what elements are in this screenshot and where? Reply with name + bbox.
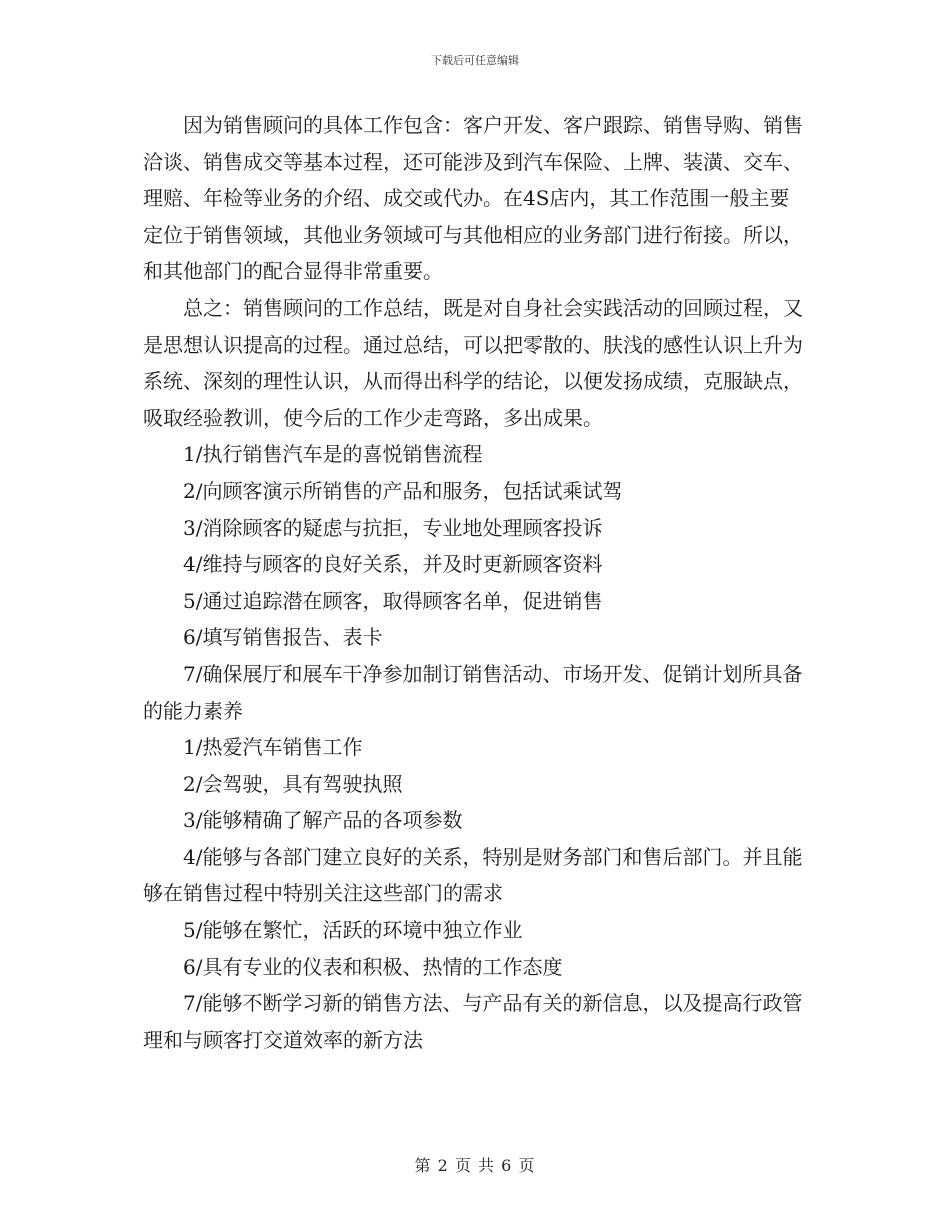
skill-item-4: 4/能够与各部门建立良好的关系，特别是财务部门和售后部门。并且能够在销售过程中特别关注这些部门的需求 xyxy=(143,844,803,906)
footer-mid: 页 xyxy=(454,1156,472,1175)
skill-item-3: 3/能够精确了解产品的各项参数 xyxy=(183,808,463,833)
page-header xyxy=(0,52,950,68)
duty-item-3: 3/消除顾客的疑虑与抗拒，专业地处理顾客投诉 xyxy=(183,515,603,540)
skill-item-1: 1/热爱汽车销售工作 xyxy=(183,735,363,760)
skill-item-2: 2/会驾驶，具有驾驶执照 xyxy=(183,771,403,796)
footer-prefix: 第 xyxy=(414,1156,432,1175)
duty-item-1: 1/执行销售汽车是的喜悦销售流程 xyxy=(183,442,483,467)
document-body xyxy=(143,107,807,1058)
footer-total-pages: 6 xyxy=(501,1156,513,1175)
skill-item-7: 7/能够不断学习新的销售方法、与产品有关的新信息，以及提高行政管理和与顾客打交道效率的新方法 xyxy=(143,991,803,1052)
duty-item-5: 5/通过追踪潜在顾客，取得顾客名单，促进销售 xyxy=(183,588,603,613)
duty-item-4: 4/维持与顾客的良好关系，并及时更新顾客资料 xyxy=(183,552,603,577)
footer-total-prefix: 共 xyxy=(478,1156,496,1175)
footer-suffix: 页 xyxy=(518,1156,536,1175)
paragraph-role-scope: 因为销售顾问的具体工作包含：客户开发、客户跟踪、销售导购、销售洽谈、销售成交等基本过程，还可能涉及到汽车保险、上牌、装潢、交车、理赔、年检等业务的介绍、成交或代办。在4S店内，其工作范围一般主要定位于销售领域，其他业务领域可与其他相应的业务部门进行衔接。所以，和其他部门的配合显得非常重要。 xyxy=(143,113,803,284)
header-text: 下载后可任意编辑 xyxy=(431,54,519,67)
page-footer xyxy=(0,1153,950,1176)
paragraph-summary: 总之：销售顾问的工作总结，既是对自身社会实践活动的回顾过程，又是思想认识提高的过程。通过总结，可以把零散的、肤浅的感性认识上升为系统、深刻的理性认识，从而得出科学的结论，以便发扬成绩，克服缺点，吸取经验教训，使今后的工作少走弯路，多出成果。 xyxy=(143,295,803,430)
skill-item-6: 6/具有专业的仪表和积极、热情的工作态度 xyxy=(183,954,563,979)
skill-item-5: 5/能够在繁忙，活跃的环境中独立作业 xyxy=(183,918,523,943)
duty-item-6: 6/填写销售报告、表卡 xyxy=(183,625,383,650)
duty-item-7: 7/确保展厅和展车干净参加制订销售活动、市场开发、促销计划所具备的能力素养 xyxy=(143,661,803,723)
footer-current-page: 2 xyxy=(437,1156,449,1175)
duty-item-2: 2/向顾客演示所销售的产品和服务，包括试乘试驾 xyxy=(183,478,623,503)
